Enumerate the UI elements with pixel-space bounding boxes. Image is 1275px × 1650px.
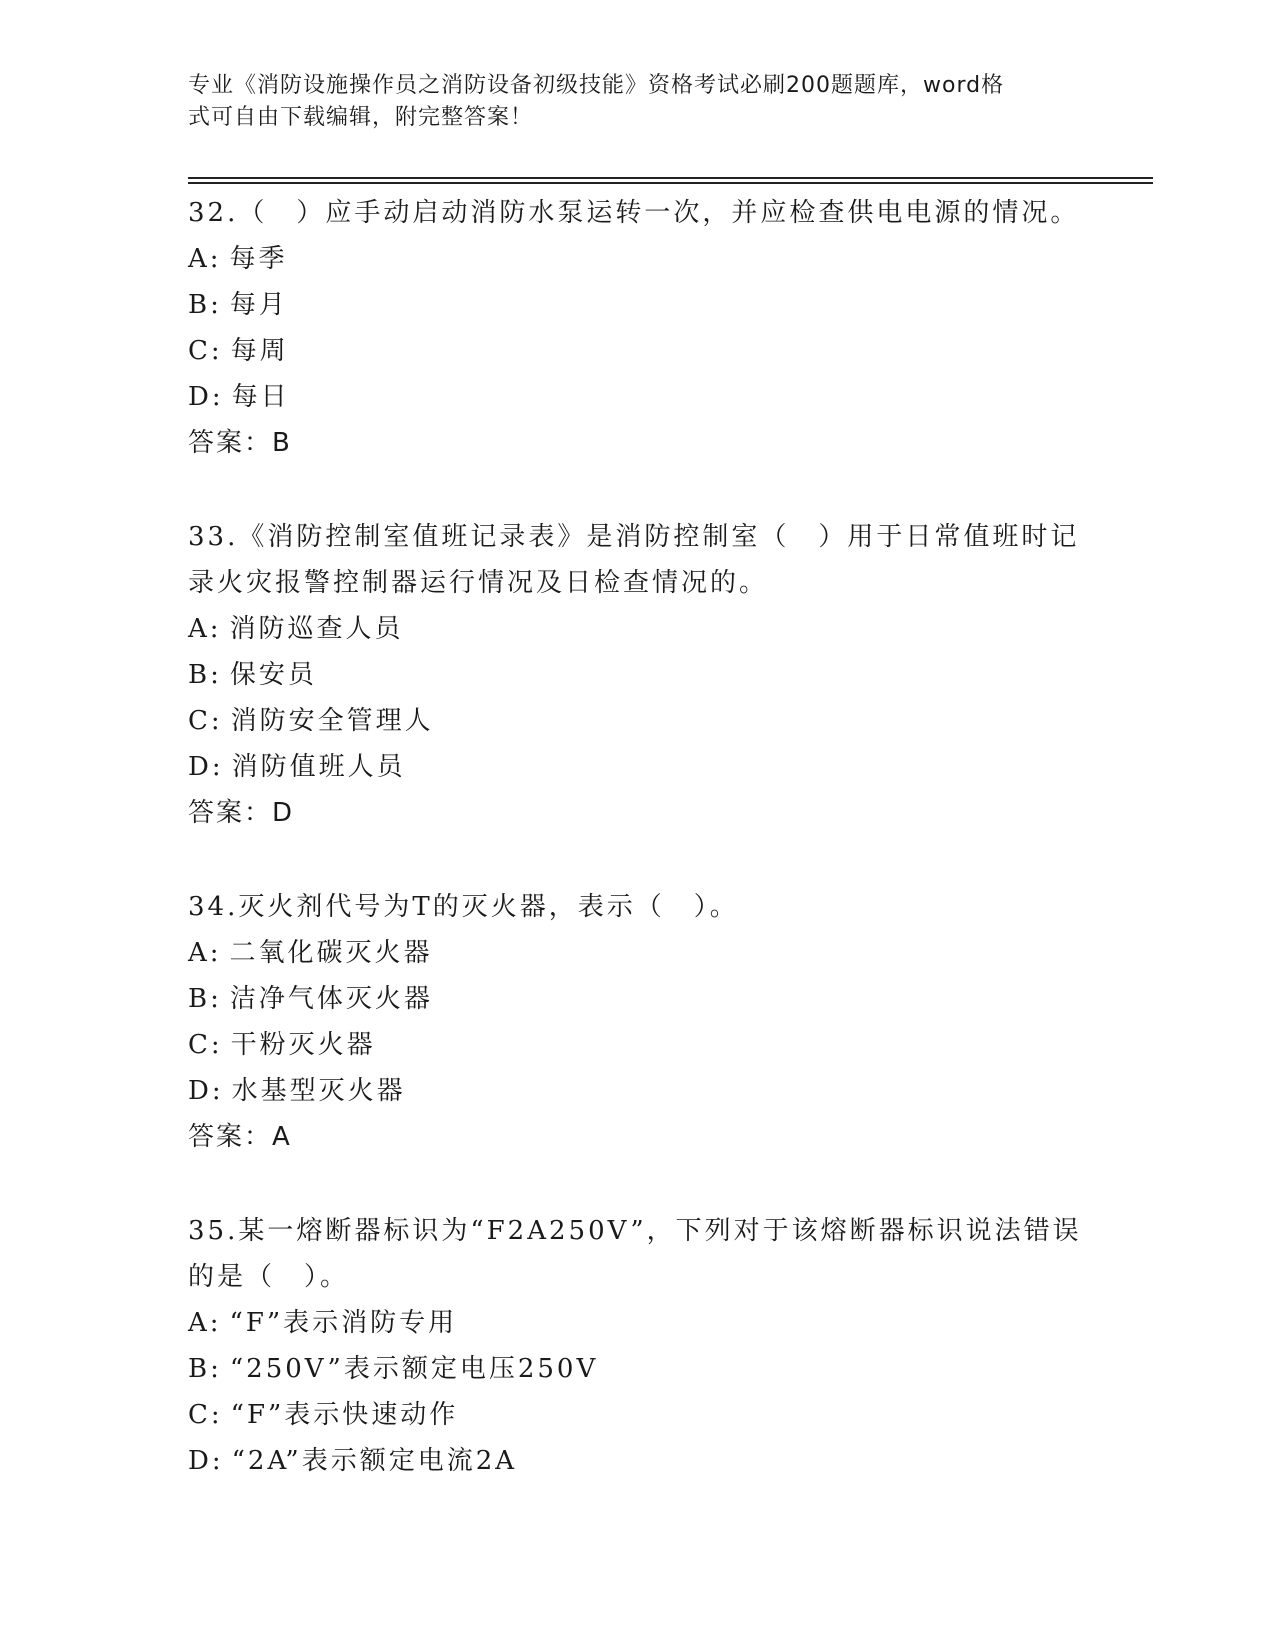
option-text: 干粉灭火器 bbox=[230, 1030, 376, 1060]
answer-label: 答案：A bbox=[188, 1122, 292, 1152]
option-text: 每周 bbox=[230, 336, 289, 366]
question-stem: 32.（ ）应手动启动消防水泵运转一次，并应检查供电电源的情况。 bbox=[188, 198, 1080, 228]
option-letter: D: bbox=[188, 1446, 224, 1476]
option-d bbox=[188, 374, 1088, 420]
option-text: “F”表示快速动作 bbox=[230, 1400, 459, 1430]
option-d bbox=[188, 1068, 1088, 1114]
option-letter: A: bbox=[188, 244, 222, 274]
option-text: 洁净气体灭火器 bbox=[229, 984, 433, 1014]
option-letter: A: bbox=[188, 938, 222, 968]
option-c bbox=[188, 698, 1088, 744]
option-letter: B: bbox=[188, 660, 222, 690]
option-c bbox=[188, 328, 1088, 374]
option-text: 保安员 bbox=[229, 660, 317, 690]
option-letter: D: bbox=[188, 752, 224, 782]
option-text: 消防值班人员 bbox=[231, 752, 406, 782]
option-letter: D: bbox=[188, 382, 224, 412]
option-text: 每日 bbox=[231, 382, 290, 412]
question-33 bbox=[188, 514, 1088, 836]
option-c bbox=[188, 1022, 1088, 1068]
document-header bbox=[188, 70, 1058, 134]
option-letter: A: bbox=[188, 614, 222, 644]
option-letter: C: bbox=[188, 336, 223, 366]
option-text: 消防安全管理人 bbox=[230, 706, 434, 736]
question-35 bbox=[188, 1208, 1088, 1484]
header-line-1: 专业《消防设施操作员之消防设备初级技能》资格考试必刷200题题库，word格 bbox=[188, 73, 1005, 98]
option-a bbox=[188, 930, 1088, 976]
option-letter: B: bbox=[188, 290, 222, 320]
option-text: 消防巡查人员 bbox=[229, 614, 404, 644]
option-b bbox=[188, 976, 1088, 1022]
answer-label: 答案：B bbox=[188, 428, 292, 458]
option-letter: A: bbox=[188, 1308, 222, 1338]
option-text: “250V”表示额定电压250V bbox=[229, 1354, 599, 1384]
question-stem-continued: 的是（ ）。 bbox=[188, 1262, 350, 1292]
option-letter: D: bbox=[188, 1076, 224, 1106]
option-b bbox=[188, 1346, 1088, 1392]
option-b bbox=[188, 652, 1088, 698]
question-32 bbox=[188, 190, 1088, 466]
header-divider-bottom bbox=[188, 182, 1153, 184]
option-c bbox=[188, 1392, 1088, 1438]
option-b bbox=[188, 282, 1088, 328]
question-stem: 34.灭火剂代号为T的灭火器，表示（ ）。 bbox=[188, 892, 739, 922]
question-stem-continued: 录火灾报警控制器运行情况及日检查情况的。 bbox=[188, 568, 769, 598]
option-d bbox=[188, 1438, 1088, 1484]
question-list bbox=[188, 190, 1088, 1532]
question-34 bbox=[188, 884, 1088, 1160]
option-text: 二氧化碳灭火器 bbox=[229, 938, 433, 968]
option-text: “F”表示消防专用 bbox=[229, 1308, 458, 1338]
option-a bbox=[188, 1300, 1088, 1346]
option-text: 每季 bbox=[229, 244, 288, 274]
question-stem: 35.某一熔断器标识为“F2A250V”，下列对于该熔断器标识说法错误 bbox=[188, 1216, 1082, 1246]
option-letter: B: bbox=[188, 1354, 222, 1384]
question-stem: 33.《消防控制室值班记录表》是消防控制室（ ）用于日常值班时记 bbox=[188, 522, 1080, 552]
header-line-2: 式可自由下载编辑，附完整答案！ bbox=[188, 105, 534, 130]
answer-label: 答案：D bbox=[188, 798, 295, 828]
option-text: “2A”表示额定电流2A bbox=[231, 1446, 518, 1476]
header-divider-top bbox=[188, 177, 1153, 179]
option-letter: B: bbox=[188, 984, 222, 1014]
option-text: 每月 bbox=[229, 290, 288, 320]
option-a bbox=[188, 236, 1088, 282]
option-text: 水基型灭火器 bbox=[231, 1076, 406, 1106]
option-a bbox=[188, 606, 1088, 652]
option-d bbox=[188, 744, 1088, 790]
option-letter: C: bbox=[188, 706, 223, 736]
option-letter: C: bbox=[188, 1030, 223, 1060]
option-letter: C: bbox=[188, 1400, 223, 1430]
